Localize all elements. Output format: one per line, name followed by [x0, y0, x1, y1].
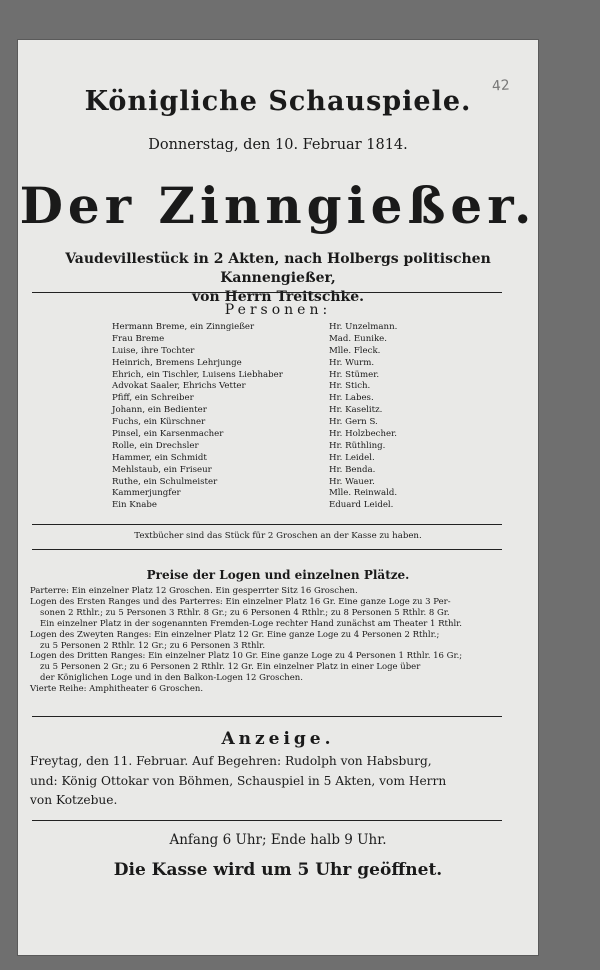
price-line: zu 5 Personen 2 Gr.; zu 6 Personen 2 Rthlr. 12 Gr. Ein einzelner Platz in einer Loge über	[40, 662, 421, 673]
cast-role: Pfiff, ein Schreiber	[112, 393, 194, 404]
price-line: Parterre: Ein einzelner Platz 12 Groschen. Ein gesperrter Sitz 16 Groschen.	[30, 586, 358, 596]
performance-times: Anfang 6 Uhr; Ende halb 9 Uhr.	[169, 832, 387, 848]
price-line: Logen des Zweyten Ranges: Ein einzelner Platz 12 Gr. Eine ganze Loge zu 4 Personen 2 Rthlr.;	[30, 629, 440, 640]
cast-row	[112, 441, 442, 453]
box-office-opening: Die Kasse wird um 5 Uhr geöffnet.	[113, 860, 443, 880]
cast-role: Hermann Breme, ein Zinngießer	[112, 322, 255, 332]
cast-row	[112, 405, 442, 417]
cast-actor: Hr. Wauer.	[329, 476, 375, 487]
cast-actor: Hr. Kaselitz.	[329, 405, 383, 416]
cast-row	[112, 346, 442, 358]
cast-role: Heinrich, Bremens Lehrjunge	[112, 357, 242, 368]
cast-actor: Mlle. Fleck.	[329, 345, 381, 356]
cast-row	[112, 500, 442, 512]
announcement-line: und: König Ottokar von Böhmen, Schauspiel in 5 Akten, vom Herrn	[30, 773, 447, 788]
announcement-text	[30, 752, 506, 811]
cast-role: Ein Knabe	[112, 500, 157, 511]
divider	[32, 820, 502, 821]
cast-row	[112, 358, 442, 370]
cast-list	[112, 322, 442, 512]
subtitle-line: von Herrn Treitschke.	[192, 289, 364, 305]
price-line: der Königlichen Loge und in den Balkon-Logen 12 Groschen.	[40, 673, 303, 684]
textbook-note: Textbücher sind das Stück für 2 Groschen an der Kasse zu haben.	[134, 531, 422, 541]
announcement-heading: Anzeige.	[221, 729, 335, 749]
divider	[32, 716, 502, 717]
cast-role: Kammerjungfer	[112, 488, 181, 499]
cast-row	[112, 429, 442, 441]
divider	[32, 524, 502, 525]
cast-role: Ehrich, ein Tischler, Luisens Liebhaber	[112, 369, 283, 380]
cast-actor: Hr. Holzbecher.	[329, 429, 397, 440]
price-line: Logen des Dritten Ranges: Ein einzelner Platz 10 Gr. Eine ganze Loge zu 4 Personen 1 Rthlr. 16 Gr.;	[30, 651, 463, 662]
announcement-line: Freytag, den 11. Februar. Auf Begehren: Rudolph von Habsburg,	[30, 754, 432, 768]
divider	[32, 292, 502, 293]
cast-role: Luise, ihre Tochter	[112, 345, 195, 356]
cast-actor: Hr. Benda.	[329, 464, 376, 475]
performance-date: Donnerstag, den 10. Februar 1814.	[148, 137, 408, 153]
cast-row	[112, 477, 442, 489]
cast-heading: Personen:	[224, 302, 332, 318]
price-list	[30, 586, 506, 695]
cast-actor: Mad. Eunike.	[329, 333, 388, 344]
cast-row	[112, 322, 442, 334]
play-subtitle	[18, 250, 538, 307]
cast-role: Ruthe, ein Schulmeister	[112, 476, 218, 487]
cast-actor: Hr. Stich.	[329, 381, 371, 392]
price-line: sonen 2 Rthlr.; zu 5 Personen 3 Rthlr. 8 Gr.; zu 6 Personen 4 Rthlr.; zu 8 Personen 5 Rthlr. 8 Gr.	[40, 607, 450, 618]
subtitle-line: Vaudevillestück in 2 Akten, nach Holbergs politischen Kannengießer,	[65, 251, 491, 286]
cast-actor: Hr. Unzelmann.	[329, 322, 398, 332]
cast-row	[112, 453, 442, 465]
price-line: zu 5 Personen 2 Rthlr. 12 Gr.; zu 6 Personen 3 Rthlr.	[40, 640, 266, 651]
cast-row	[112, 334, 442, 346]
play-title: Der Zinngießer.	[19, 176, 537, 235]
prices-heading: Preise der Logen und einzelnen Plätze.	[146, 568, 410, 582]
cast-role: Fuchs, ein Kürschner	[112, 417, 206, 428]
cast-actor: Hr. Stümer.	[329, 369, 380, 380]
theatre-name: Königliche Schauspiele.	[84, 86, 472, 117]
cast-role: Hammer, ein Schmidt	[112, 452, 207, 463]
cast-actor: Hr. Rüthling.	[329, 440, 386, 451]
cast-actor: Hr. Leidel.	[329, 452, 375, 463]
cast-actor: Hr. Gern S.	[329, 417, 378, 428]
archive-number: 42	[491, 77, 511, 95]
cast-role: Pinsel, ein Karsenmacher	[112, 429, 224, 440]
divider	[32, 549, 502, 550]
cast-role: Rolle, ein Drechsler	[112, 440, 199, 451]
cast-role: Frau Breme	[112, 333, 165, 344]
cast-actor: Eduard Leidel.	[329, 500, 394, 511]
price-line: Vierte Reihe: Amphitheater 6 Groschen.	[30, 684, 204, 695]
cast-row	[112, 393, 442, 405]
cast-row	[112, 381, 442, 393]
price-line: Ein einzelner Platz in der sogenannten Fremden-Loge rechter Hand zunächst am Theater 1 Rthlr.	[40, 618, 462, 629]
cast-actor: Mlle. Reinwald.	[329, 488, 398, 499]
cast-role: Advokat Saaler, Ehrichs Vetter	[112, 381, 246, 392]
cast-row	[112, 370, 442, 382]
cast-role: Mehlstaub, ein Friseur	[112, 464, 212, 475]
announcement-line: von Kotzebue.	[30, 793, 118, 807]
price-line: Logen des Ersten Ranges und des Parterres: Ein einzelner Platz 16 Gr. Eine ganze Loge zu 3 Per-	[30, 596, 451, 607]
cast-row	[112, 488, 442, 500]
cast-row	[112, 417, 442, 429]
cast-actor: Hr. Wurm.	[329, 357, 375, 368]
cast-row	[112, 465, 442, 477]
cast-role: Johann, ein Bedienter	[112, 405, 207, 416]
cast-actor: Hr. Labes.	[329, 393, 374, 404]
